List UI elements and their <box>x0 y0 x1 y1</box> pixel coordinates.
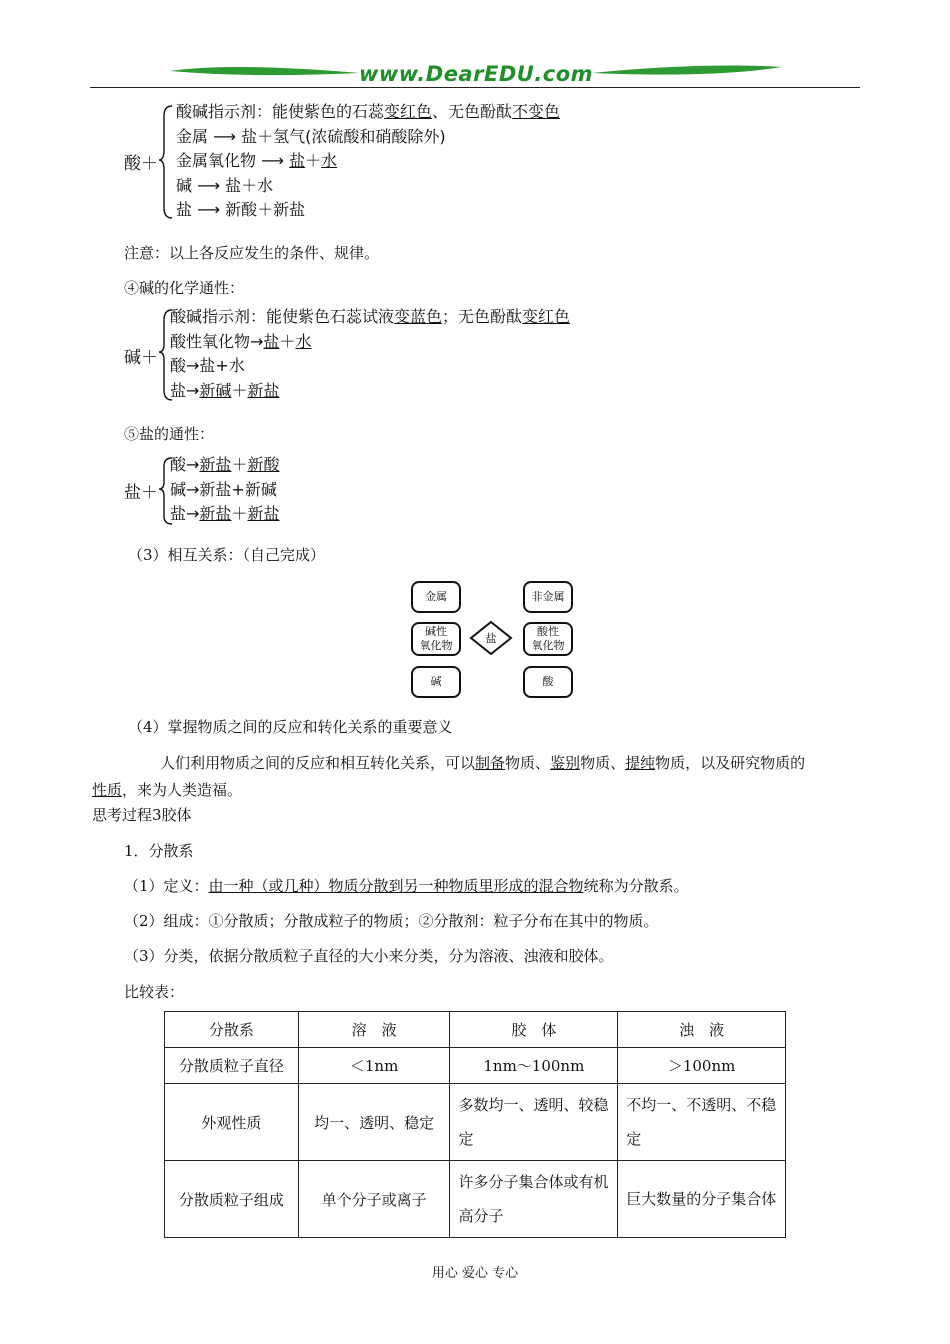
table-cell: 1nm～100nm <box>450 1048 618 1084</box>
salt-reaction-line-text: 盐→ <box>170 504 200 523</box>
table-row <box>165 1084 786 1161</box>
base-reaction-line <box>170 354 570 379</box>
box-nonmetal <box>523 581 573 613</box>
base-reaction-line-text: 酸性氧化物→ <box>170 331 264 351</box>
significance-text: 提纯 <box>625 754 656 772</box>
table-cell: 不均一、不透明、不稳定 <box>618 1084 786 1161</box>
box-metal-label: 金属 <box>425 590 447 603</box>
page-footer: 用心 爱心 专心 <box>431 1266 519 1281</box>
significance-text: ，来为人类造福。 <box>122 781 243 799</box>
site-logo: www.DearEDU.com <box>358 62 594 86</box>
base-reaction-line-text: 酸→盐+水 <box>170 356 245 375</box>
box-acid <box>523 666 573 698</box>
acid-reaction-line-text: 水 <box>321 151 338 170</box>
significance-text: 制备 <box>475 754 506 772</box>
base-reaction-line-text: 变红色 <box>522 307 571 326</box>
base-label: 碱＋ <box>124 348 158 368</box>
base-reaction-line-text: ＋ <box>279 331 296 351</box>
table-cell: ＞100nm <box>618 1048 786 1084</box>
base-reaction-line <box>170 305 570 330</box>
salt-reaction-line-text: 新酸 <box>247 455 280 474</box>
acid-reaction-line-text: 碱 ⟶ 盐＋水 <box>176 175 274 195</box>
header-swoosh-left <box>170 64 360 78</box>
acid-brace <box>158 102 174 222</box>
salt-reaction-line-text: 新盐 <box>247 504 280 523</box>
definition-line <box>124 875 689 896</box>
acid-reaction-line <box>176 174 560 199</box>
salt-reaction-line-text: ＋ <box>231 504 248 523</box>
table-header-cell: 分散系 <box>165 1012 299 1048</box>
significance-paragraph-cont <box>92 779 242 800</box>
significance-text: 鉴别 <box>550 754 581 772</box>
table-cell: 许多分子集合体或有机高分子 <box>450 1161 618 1238</box>
salt-label: 盐＋ <box>124 483 158 503</box>
definition-text: 由一种（或几种）物质分散到另一种物质里形成的混合物 <box>208 877 584 895</box>
table-cell: 均一、透明、稳定 <box>298 1084 450 1161</box>
definition-text: （1）定义： <box>124 877 209 895</box>
base-reaction-line-text: 变蓝色 <box>394 307 443 326</box>
box-nonmetal-label: 非金属 <box>531 590 565 603</box>
acid-reaction-line-text: 金属 ⟶ 盐＋氢气(浓硫酸和硝酸除外) <box>176 126 446 146</box>
base-properties <box>170 305 570 403</box>
base-reaction-line-text: ＋ <box>231 380 248 400</box>
significance-heading: （4）掌握物质之间的反应和转化关系的重要意义 <box>128 718 453 736</box>
base-section-title: ④碱的化学通性： <box>124 279 245 297</box>
salt-reaction-line-text: 新盐 <box>199 504 232 523</box>
table-cell: 单个分子或离子 <box>298 1161 450 1238</box>
salt-properties <box>170 453 279 527</box>
acid-reaction-line <box>176 125 560 150</box>
base-reaction-line-text: 酸碱指示剂：能使紫色石蕊试液 <box>170 307 395 326</box>
acid-reaction-line-text: 、无色酚酞 <box>432 102 513 121</box>
significance-text: 物质、 <box>580 754 626 772</box>
acid-reaction-line-text: 酸碱指示剂：能使紫色的石蕊 <box>176 102 385 121</box>
base-reaction-line <box>170 379 570 404</box>
table-cell: ＜1nm <box>298 1048 450 1084</box>
box-acidic-oxide <box>523 622 573 656</box>
base-reaction-line-text: 新盐 <box>247 380 280 400</box>
box-acidic-oxide-line2: 氧化物 <box>531 639 565 652</box>
acid-properties <box>176 100 560 223</box>
significance-text: 人们利用物质之间的反应和相互转化关系，可以 <box>160 754 476 772</box>
base-reaction-line-text: 水 <box>295 331 312 351</box>
acid-reaction-line <box>176 198 560 223</box>
table-cell: 分散质粒子组成 <box>165 1161 299 1238</box>
salt-reaction-line <box>170 453 279 478</box>
table-header-cell: 胶 体 <box>450 1012 618 1048</box>
compare-label: 比较表： <box>124 983 185 1001</box>
table-row <box>165 1161 786 1238</box>
box-metal <box>411 581 461 613</box>
composition-line: （2）组成：①分散质；分散成粒子的物质；②分散剂：粒子分布在其中的物质。 <box>124 912 659 930</box>
table-cell: 多数均一、透明、较稳定 <box>450 1084 618 1161</box>
salt-reaction-line-text: 碱→新盐+新碱 <box>170 479 277 499</box>
acid-reaction-line <box>176 149 560 174</box>
salt-reaction-line <box>170 502 279 527</box>
significance-text: 物质、 <box>505 754 551 772</box>
significance-text: 性质 <box>92 781 123 799</box>
table-cell: 巨大数量的分子集合体 <box>618 1161 786 1238</box>
note-text: 注意：以上各反应发生的条件、规律。 <box>124 244 380 262</box>
box-acidic-oxide-line1: 酸性 <box>537 625 559 638</box>
significance-text: 物质，以及研究物质的 <box>655 754 806 772</box>
header-swoosh-right <box>592 64 782 78</box>
diamond-label: 盐 <box>485 632 497 645</box>
base-reaction-line-text: 新碱 <box>199 380 232 400</box>
header-rule <box>90 87 860 88</box>
table-row <box>165 1048 786 1084</box>
table-cell: 外观性质 <box>165 1084 299 1161</box>
table-header-cell: 浊 液 <box>618 1012 786 1048</box>
comparison-table <box>164 1011 786 1238</box>
acid-reaction-line-text: 金属氧化物 ⟶ <box>176 151 290 170</box>
classification-line: （3）分类，依据分散质粒子直径的大小来分类，分为溶液、浊液和胶体。 <box>124 947 614 965</box>
box-basic-oxide <box>411 622 461 656</box>
section-heading: 思考过程3胶体 <box>92 806 192 824</box>
relation-heading: （3）相互关系：（自己完成） <box>128 546 326 564</box>
salt-reaction-line-text: ＋ <box>231 455 248 474</box>
table-header-row <box>165 1012 786 1048</box>
base-reaction-line <box>170 330 570 355</box>
table-header-cell: 溶 液 <box>298 1012 450 1048</box>
definition-text: 统称为分散系。 <box>583 877 689 895</box>
box-basic-oxide-line2: 氧化物 <box>419 639 453 652</box>
salt-reaction-line-text: 新盐 <box>199 455 232 474</box>
base-reaction-line-text: 盐 <box>263 331 280 351</box>
base-reaction-line-text: 盐→ <box>170 380 200 400</box>
acid-reaction-line <box>176 100 560 125</box>
salt-reaction-line-text: 酸→ <box>170 455 200 474</box>
box-base <box>411 666 461 698</box>
salt-reaction-line <box>170 478 279 503</box>
acid-label: 酸＋ <box>124 154 158 174</box>
box-acid-label: 酸 <box>542 675 554 688</box>
table-cell: 分散质粒子直径 <box>165 1048 299 1084</box>
acid-reaction-line-text: ＋ <box>305 151 322 170</box>
salt-section-title: ⑤盐的通性： <box>124 425 215 443</box>
box-base-label: 碱 <box>430 675 442 688</box>
acid-reaction-line-text: 不变色 <box>512 102 561 121</box>
box-basic-oxide-line1: 碱性 <box>425 625 447 638</box>
acid-reaction-line-text: 盐 <box>289 151 306 170</box>
dispersion-title: 1．分散系 <box>124 842 194 860</box>
significance-paragraph <box>160 752 805 773</box>
acid-reaction-line-text: 变红色 <box>384 102 433 121</box>
acid-reaction-line-text: 盐 ⟶ 新酸＋新盐 <box>176 200 306 219</box>
base-reaction-line-text: ；无色酚酞 <box>442 307 523 326</box>
